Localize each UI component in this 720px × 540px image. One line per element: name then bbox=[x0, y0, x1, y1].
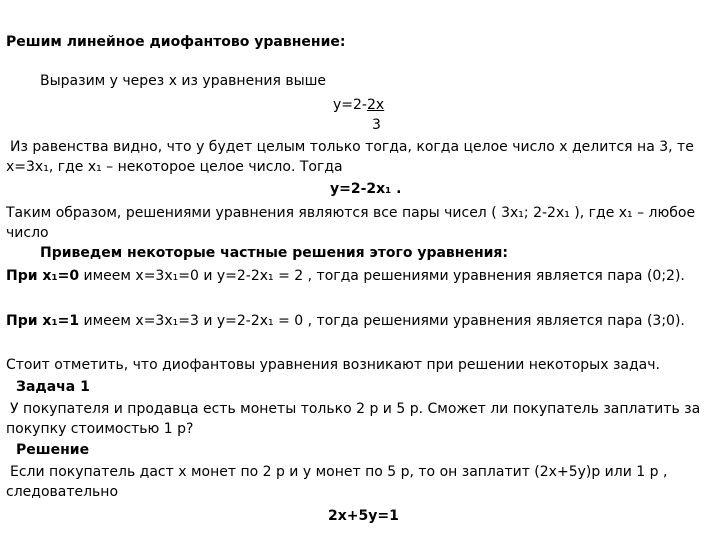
paragraph-solutions-2: число bbox=[6, 225, 49, 241]
solution-case-1 bbox=[6, 312, 685, 330]
solution-title: Решение bbox=[16, 442, 90, 458]
task-title: Задача 1 bbox=[16, 379, 90, 395]
paragraph-solutions-1: Таким образом, решениями уравнения являются все пары чисел ( 3x₁; 2-2x₁ ), где x₁ – любое bbox=[6, 205, 696, 221]
formula-y-prefix: y=2- bbox=[333, 97, 367, 113]
paragraph-divisibility-2: x=3x₁, где x₁ – некоторое целое число. Тогда bbox=[6, 159, 343, 175]
solution-text-1: Если покупатель даст x монет по 2 р и y монет по 5 р, то он заплатит (2x+5y)р или 1 р , bbox=[10, 464, 668, 480]
solution-case-0-label: При x₁=0 bbox=[6, 268, 80, 284]
task-text-1: У покупателя и продавца есть монеты только 2 р и 5 р. Сможет ли покупатель заплатить за bbox=[10, 401, 701, 417]
formula-y-x1: y=2-2x₁ . bbox=[330, 181, 402, 197]
paragraph-diophantine-note: Стоит отметить, что диофантовы уравнения возникают при решении некоторых задач. bbox=[6, 357, 660, 373]
solution-text-2: следовательно bbox=[6, 484, 119, 500]
task-text-2: покупку стоимостью 1 р? bbox=[6, 421, 194, 437]
doc-title: Решим линейное диофантово уравнение: bbox=[6, 34, 346, 50]
formula-y-numerator: 2x bbox=[366, 97, 385, 113]
solution-case-1-label: При x₁=1 bbox=[6, 313, 80, 329]
heading-particular-solutions: Приведем некоторые частные решения этого уравнения: bbox=[40, 245, 509, 261]
paragraph-divisibility-1: Из равенства видно, что y будет целым только тогда, когда целое число x делится на 3, те bbox=[10, 139, 694, 155]
solution-case-1-text: имеем x=3x₁=3 и y=2-2x₁ = 0 , тогда решениями уравнения является пара (3;0). bbox=[79, 313, 685, 329]
formula-y-fraction bbox=[333, 96, 384, 114]
formula-final-equation: 2x+5y=1 bbox=[328, 508, 399, 524]
formula-y-denominator: 3 bbox=[372, 117, 381, 133]
solution-case-0 bbox=[6, 267, 685, 285]
solution-case-0-text: имеем x=3x₁=0 и y=2-2x₁ = 2 , тогда решениями уравнения является пара (0;2). bbox=[79, 268, 685, 284]
paragraph-express-y: Выразим y через x из уравнения выше bbox=[40, 73, 327, 89]
